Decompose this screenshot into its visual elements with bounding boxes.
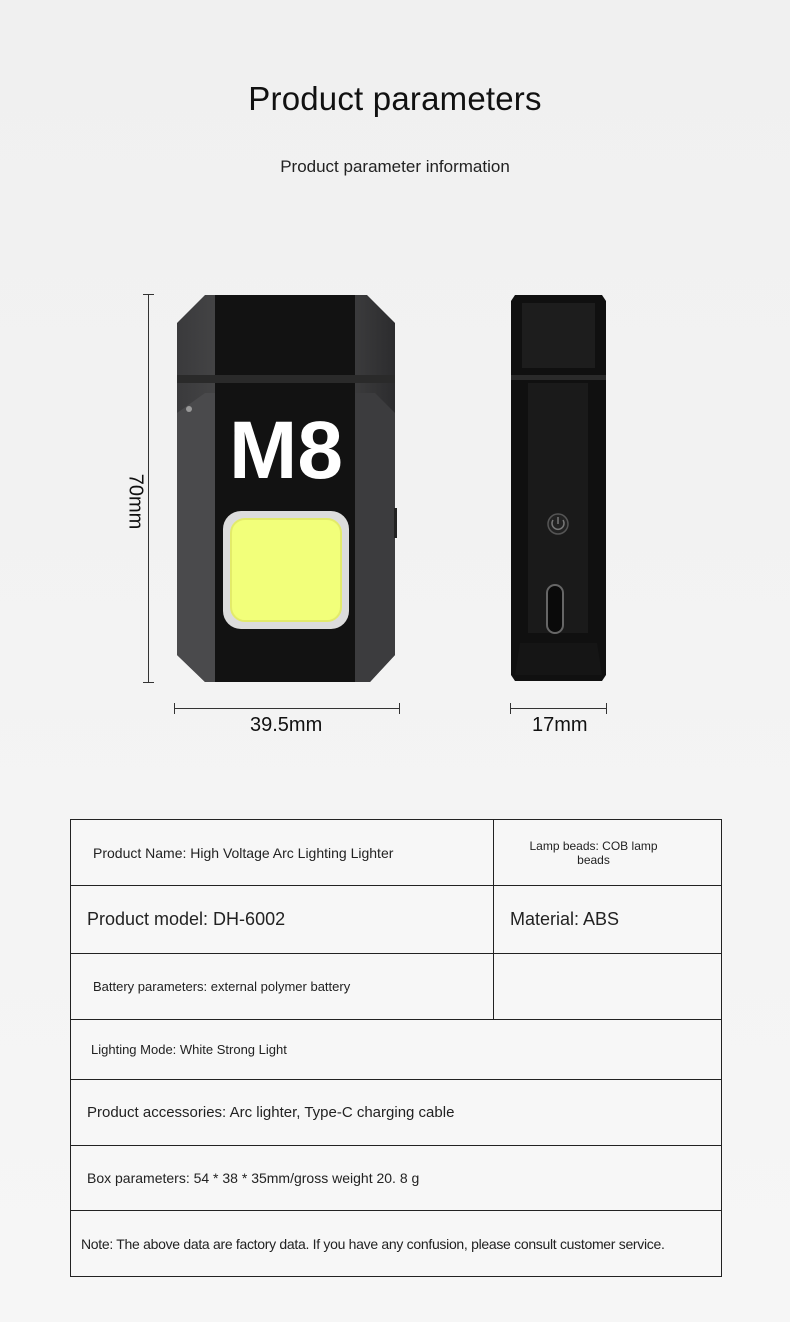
depth-dimension-tick-right xyxy=(606,703,607,714)
table-row xyxy=(71,1080,722,1146)
width-dimension-tick-right xyxy=(399,703,400,714)
width-dimension-tick-left xyxy=(174,703,175,714)
note-cell: Note: The above data are factory data. If you have any confusion, please consult customer service. xyxy=(71,1211,722,1277)
height-label: 70mm xyxy=(124,473,147,530)
parameters-table xyxy=(70,819,722,1277)
battery-cell: Battery parameters: external polymer battery xyxy=(71,954,494,1020)
width-label: 39.5mm xyxy=(250,714,323,736)
lamp-beads-cell: Lamp beads: COB lamp beads xyxy=(494,820,722,886)
table-row xyxy=(71,1211,722,1277)
table-row xyxy=(71,954,722,1020)
table-row xyxy=(71,820,722,886)
depth-label: 17mm xyxy=(532,714,588,736)
product-model-cell: Product model: DH-6002 xyxy=(71,886,494,954)
box-parameters-cell: Box parameters: 54 * 38 * 35mm/gross weight 20. 8 g xyxy=(71,1146,722,1211)
depth-dimension-tick-left xyxy=(510,703,511,714)
accessories-cell: Product accessories: Arc lighter, Type-C charging cable xyxy=(71,1080,722,1146)
empty-cell xyxy=(494,954,722,1020)
lighter-front-view xyxy=(175,293,397,683)
table-row xyxy=(71,886,722,954)
material-cell: Material: ABS xyxy=(494,886,722,954)
table-row xyxy=(71,1146,722,1211)
product-name-cell: Product Name: High Voltage Arc Lighting Lighter xyxy=(71,820,494,886)
height-dimension-tick-bottom xyxy=(143,682,154,683)
page-title: Product parameters xyxy=(248,80,542,117)
lighter-side-view xyxy=(510,293,607,683)
lighting-mode-cell: Lighting Mode: White Strong Light xyxy=(71,1020,722,1080)
height-dimension-line xyxy=(148,294,149,683)
model-badge: M8 xyxy=(229,405,343,496)
page-subtitle: Product parameter information xyxy=(280,157,510,176)
table-row xyxy=(71,1020,722,1080)
width-dimension-line xyxy=(174,708,400,709)
height-dimension-tick-top xyxy=(143,294,154,295)
depth-dimension-line xyxy=(510,708,607,709)
